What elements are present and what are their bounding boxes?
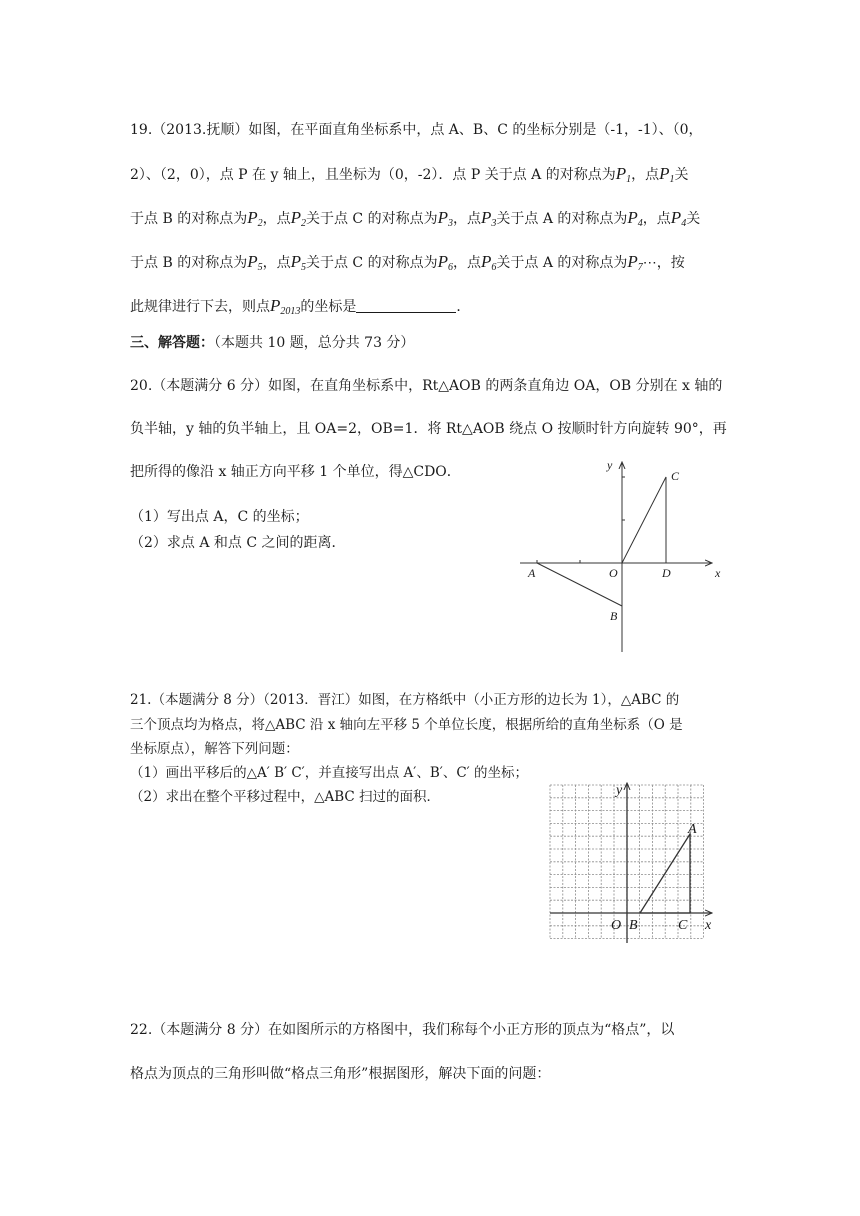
- q19-line-4-text-e: 关于点 A 的对称点为: [496, 255, 628, 271]
- p2-symbol-b: $P_2$: [290, 208, 306, 229]
- q19-line-5-text-a: 此规律进行下去，则点: [130, 299, 270, 315]
- q20-line-2: 负半轴，y 轴的负半轴上，且 OA=2，OB=1．将 Rt△AOB 绕点 O 按顺时针方向旋转 90°，再: [130, 421, 727, 437]
- q20-line-3: 把所得的像沿 x 轴正方向平移 1 个单位，得△CDO．: [130, 464, 461, 480]
- q20-figure: [520, 452, 740, 652]
- q19-line-2-text: 2）、（2，0），点 P 在 y 轴上，且坐标为（0，-2）．点 P 关于点 A 的对称点为: [130, 167, 616, 183]
- q21-line-1: 21.（本题满分 8 分）（2013．晋江）如图，在方格纸中（小正方形的边长为 1），△ABC 的: [130, 692, 680, 708]
- q19-line-4-text-a: 于点 B 的对称点为: [130, 255, 248, 271]
- q19-line-4-text-f: ⋯，按: [642, 255, 685, 271]
- p5-symbol: $P_5$: [247, 252, 263, 273]
- p4-symbol: $P_4$: [627, 208, 643, 229]
- q19-line-4: [130, 252, 685, 278]
- fig20-label-x: x: [715, 566, 721, 580]
- fig20-label-o: O: [609, 566, 618, 580]
- fig21-label-o: O: [611, 918, 622, 933]
- p3-symbol: $P_3$: [437, 208, 453, 229]
- q19-line-2-text-c: 关: [674, 167, 689, 183]
- p5-symbol-b: $P_5$: [290, 252, 306, 273]
- fig21-label-y: y: [616, 783, 623, 798]
- q19-line-1: 19.（2013.抚顺）如图，在平面直角坐标系中，点 A、B、C 的坐标分别是（-1，-1）、（0，: [130, 122, 703, 138]
- q19-line-3-text-f: ，点: [642, 211, 671, 227]
- q21-line-2: 三个顶点均为格点，将△ABC 沿 x 轴向左平移 5 个单位长度，根据所给的直角坐标系（O 是: [130, 717, 683, 733]
- p2013-symbol: $P_{2013}$: [270, 296, 301, 317]
- q19-line-2-text-b: ，点: [631, 167, 660, 183]
- q19-line-3-text-d: ，点: [453, 211, 481, 227]
- q22-line-1: 22.（本题满分 8 分）在如图所示的方格图中，我们称每个小正方形的顶点为“格点”，以: [130, 1022, 675, 1038]
- q19-line-2: [130, 164, 689, 190]
- p7-symbol: $P_7$: [627, 252, 643, 273]
- fig21-label-b: B: [629, 918, 638, 933]
- q19-line-4-text-d: ，点: [453, 255, 481, 271]
- q19-line-3-text-c: 关于点 C 的对称点为: [305, 211, 438, 227]
- q21-grid-figure: [545, 780, 715, 950]
- q19-line-3-text-e: 关于点 A 的对称点为: [496, 211, 628, 227]
- p4-symbol-b: $P_4$: [670, 208, 687, 229]
- q19-line-4-text-b: ，点: [262, 255, 291, 271]
- q19-line-3-text-b: ，点: [262, 211, 291, 227]
- q20-line-1: 20.（本题满分 6 分）如图，在直角坐标系中，Rt△AOB 的两条直角边 OA，OB 分别在 x 轴的: [130, 378, 723, 394]
- p2-symbol: $P_2$: [247, 208, 263, 229]
- q19-line-4-text-c: 关于点 C 的对称点为: [305, 255, 438, 271]
- q19-line-3: [130, 208, 700, 234]
- q22-line-2: 格点为顶点的三角形叫做“格点三角形”根据图形，解决下面的问题：: [130, 1066, 551, 1082]
- fig20-label-d: D: [662, 566, 671, 580]
- fig21-label-x: x: [705, 918, 712, 933]
- p1-symbol-b: $P_1$: [659, 164, 675, 185]
- fig20-label-b: B: [610, 609, 618, 623]
- section-3-note: （本题共 10 题，总分共 73 分）: [214, 335, 415, 351]
- section-3-title: 三、解答题：: [130, 335, 214, 351]
- fig20-label-y: y: [607, 458, 613, 472]
- q21-sub-2: （2）求出在整个平移过程中，△ABC 扫过的面积．: [130, 789, 441, 805]
- q21-sub-1: （1）画出平移后的△A′ B′ C′，并直接写出点 A′、B′、C′ 的坐标；: [130, 765, 529, 781]
- fig20-label-c: C: [671, 469, 680, 483]
- fig20-label-a: A: [528, 566, 536, 580]
- q19-line-5: [130, 296, 470, 322]
- fig21-label-c: C: [678, 918, 688, 933]
- q20-sub-1: （1）写出点 A，C 的坐标；: [130, 509, 309, 525]
- q19-line-5-text-c: ．: [456, 299, 471, 315]
- q19-line-3-text-a: 于点 B 的对称点为: [130, 211, 248, 227]
- q21-line-3: 坐标原点），解答下列问题：: [130, 741, 299, 757]
- p3-symbol-b: $P_3$: [481, 208, 497, 229]
- q19-line-3-text-g: 关: [686, 211, 701, 227]
- answer-blank[interactable]: [356, 298, 456, 313]
- p1-symbol: $P_1$: [615, 164, 632, 185]
- p6-symbol-b: $P_6$: [481, 252, 497, 273]
- section-3-heading: [130, 333, 414, 353]
- q19-line-5-text-b: 的坐标是: [300, 299, 357, 315]
- triangle-cdo: [622, 477, 666, 563]
- fig21-label-a: A: [688, 822, 697, 837]
- q20-sub-2: （2）求点 A 和点 C 之间的距离．: [130, 535, 346, 551]
- p6-symbol: $P_6$: [437, 252, 453, 273]
